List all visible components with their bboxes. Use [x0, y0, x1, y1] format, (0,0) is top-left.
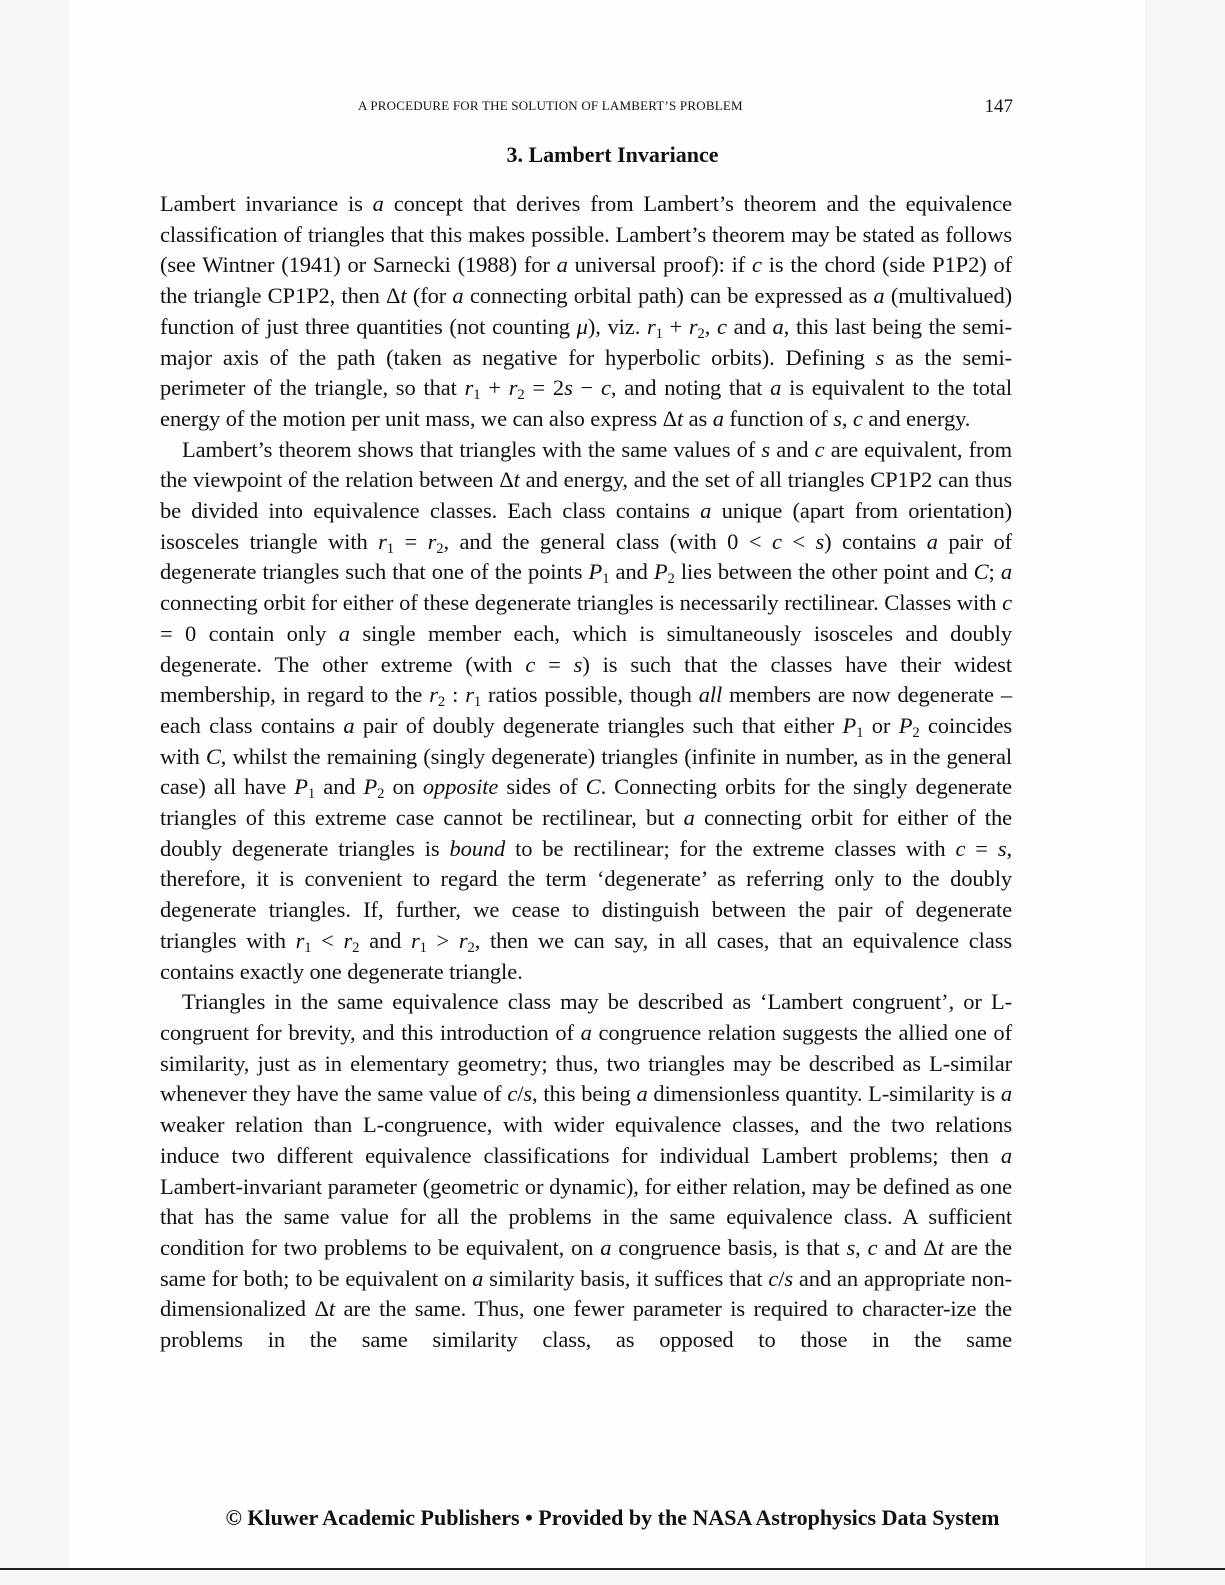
- page-footer: © Kluwer Academic Publishers • Provided by the NASA Astrophysics Data System: [225, 1505, 1000, 1530]
- page-number: 147: [984, 96, 1013, 117]
- body-text: [160, 189, 1012, 1356]
- paragraph: Lambert invariance is a concept that derives from Lambert’s theorem and the equivalence classification of triangles that this makes possible. Lambert’s theorem may be stated as follows (see Wintner (1941) or Sarnecki (1988) for a universal proof): if c is the chord (side P1P2) of the triangle CP1P2, then Δt (for a connecting orbital path) can be expressed as a (multivalued) function of just three quantities (not counting μ), viz. $r_1 + r_2$, c and a, this last being the semi-major axis of the path (taken as negative for hyperbolic orbits). Defining s as the semi-perimeter of the triangle, so that $r_1 + r_2 = 2s - c$, and noting that a is equivalent to the total energy of the motion per unit mass, we can also express Δt as a function of s, c and energy.: [160, 191, 1013, 431]
- paragraph: Lambert’s theorem shows that triangles with the same values of s and c are equivalent, from the viewpoint of the relation between Δt and energy, and the set of all triangles CP1P2 can thus be divided into equivalence classes. Each class contains a unique (apart from orientation) isosceles triangle with $r_1 = r_2$, and the general class (with 0 < c < s) contains a pair of degenerate triangles such that one of the points $P_1$ and $P_2$ lies between the other point and C; a connecting orbit for either of these degenerate triangles is necessarily rectilinear. Classes with c = 0 contain only a single member each, which is simultaneously isosceles and doubly degenerate. The other extreme (with c = s) is such that the classes have their widest membership, in regard to the $r_2$ : $r_1$ ratios possible, though all members are now degenerate – each class contains a pair of doubly degenerate triangles such that either $P_1$ or $P_2$ coincides with C, whilst the remaining (singly degenerate) triangles (infinite in number, as in the general case) all have $P_1$ and $P_2$ on opposite sides of C. Connecting orbits for the singly degenerate triangles of this extreme case cannot be rectilinear, but a connecting orbit for either of the doubly degenerate triangles is bound to be rectilinear; for the extreme classes with c = s, therefore, it is convenient to regard the term ‘degenerate’ as referring only to the doubly degenerate triangles. If, further, we cease to distinguish between the pair of degenerate triangles with $r_1 < r_2$ and $r_1 > r_2$, then we can say, in all cases, that an equivalence class contains exactly one degenerate triangle.: [160, 436, 1013, 984]
- running-head: A PROCEDURE FOR THE SOLUTION OF LAMBERT’S PROBLEM: [358, 98, 743, 113]
- page-bottom-rule: [0, 1568, 1225, 1570]
- paragraph: Triangles in the same equivalence class may be described as ‘Lambert congruent’, or L-congruent for brevity, and this introduction of a congruence relation suggests the allied one of similarity, just as in elementary geometry; thus, two triangles may be described as L-similar whenever they have the same value of c/s, this being a dimensionless quantity. L-similarity is a weaker relation than L-congruence, with wider equivalence classes, and the two relations induce two different equivalence classifications for individual Lambert problems; then a Lambert-invariant parameter (geometric or dynamic), for either relation, may be defined as one that has the same value for all the problems in the same equivalence class. A sufficient condition for two problems to be equivalent, on a congruence basis, is that s, c and Δt are the same for both; to be equivalent on a similarity basis, it suffices that c/s and an appropriate non-dimensionalized Δt are the same. Thus, one fewer parameter is required to character-ize the problems in the same similarity class, as opposed to those in the same: [160, 989, 1013, 1353]
- section-title: 3. Lambert Invariance: [506, 142, 719, 167]
